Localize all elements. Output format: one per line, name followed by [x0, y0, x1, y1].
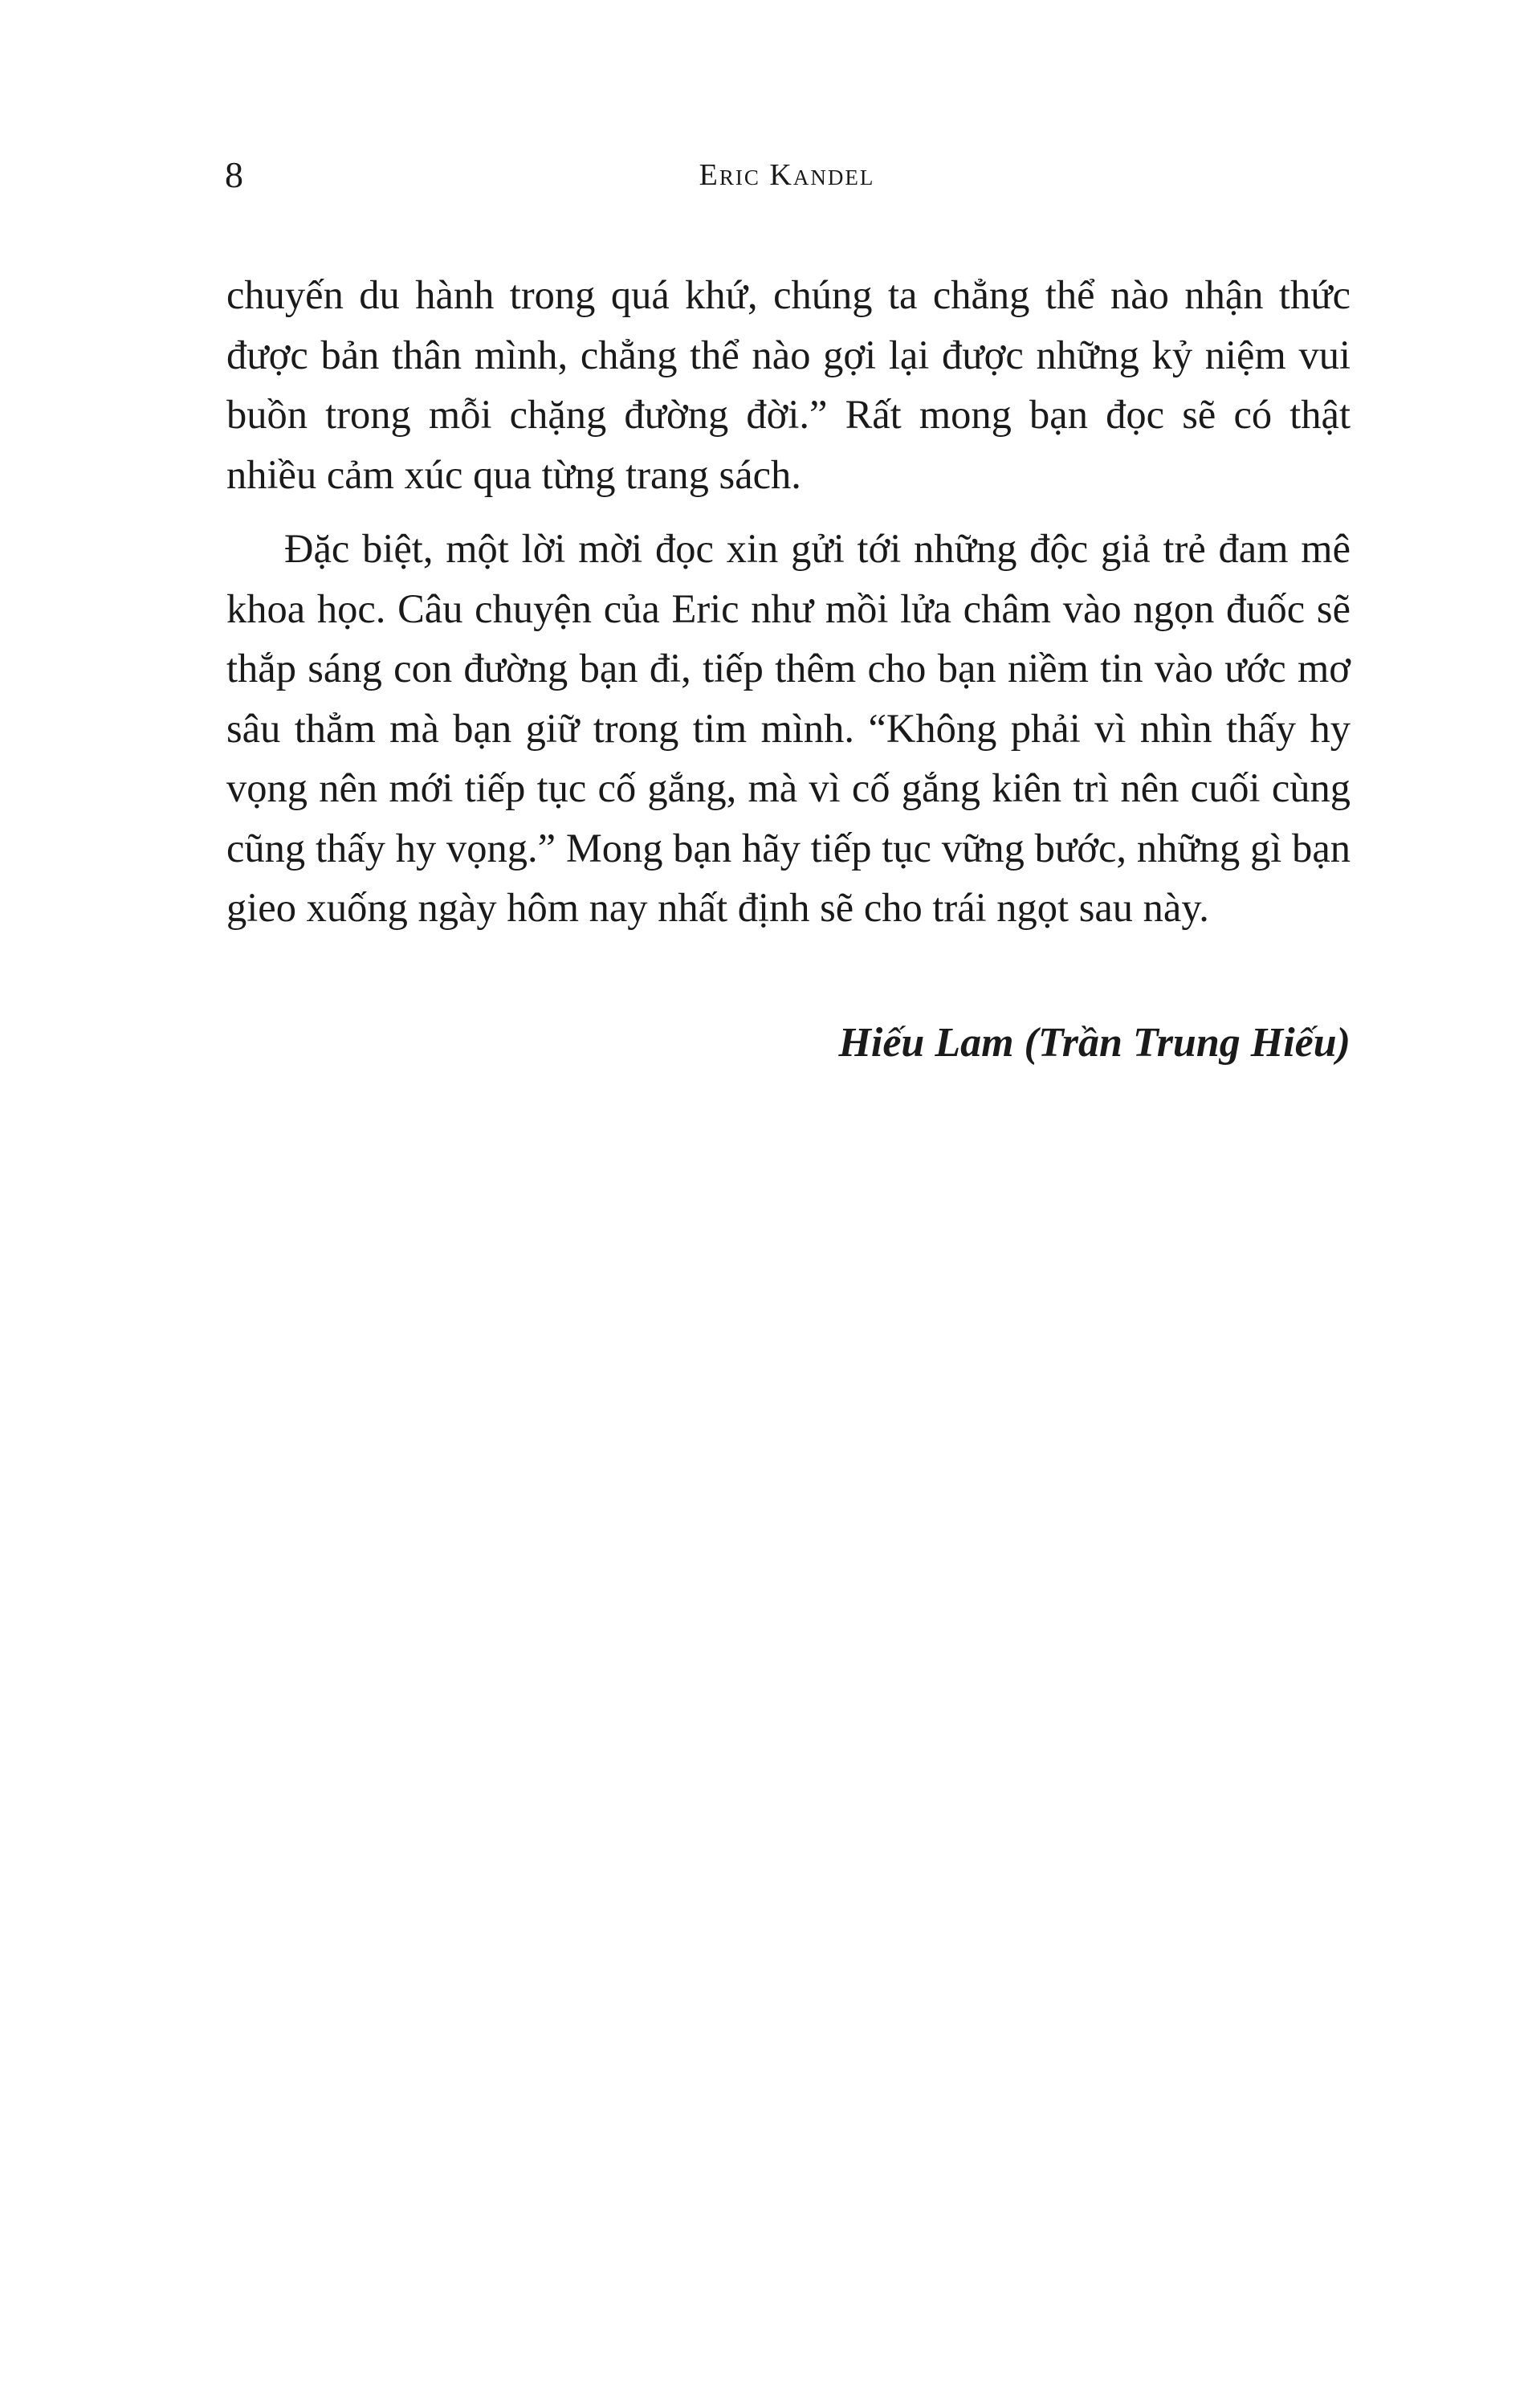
page-header — [225, 151, 1349, 199]
page-number: 8 — [225, 154, 243, 195]
body-text — [226, 265, 1351, 952]
author-signature: Hiếu Lam (Trần Trung Hiếu) — [838, 1020, 1351, 1066]
running-head-author: Eric Kandel — [699, 158, 875, 192]
paragraph-continued: chuyến du hành trong quá khứ, chúng ta chẳng thể nào nhận thức được bản thân mình, chẳng thể nào gợi lại được những kỷ niệm vui buồn trong mỗi chặng đường đời.” Rất mong bạn đọc sẽ có thật nhiều cảm xúc qua từng trang sách. — [226, 272, 1351, 497]
paragraph-invitation: Đặc biệt, một lời mời đọc xin gửi tới những độc giả trẻ đam mê khoa học. Câu chuyện của Eric như mồi lửa châm vào ngọn đuốc sẽ thắp sáng con đường bạn đi, tiếp thêm cho bạn niềm tin vào ước mơ sâu thẳm mà bạn giữ trong tim mình. “Không phải vì nhìn thấy hy vọng nên mới tiếp tục cố gắng, mà vì cố gắng kiên trì nên cuối cùng cũng thấy hy vọng.” Mong bạn hãy tiếp tục vững bước, những gì bạn gieo xuống ngày hôm nay nhất định sẽ cho trái ngọt sau này. — [226, 526, 1351, 930]
